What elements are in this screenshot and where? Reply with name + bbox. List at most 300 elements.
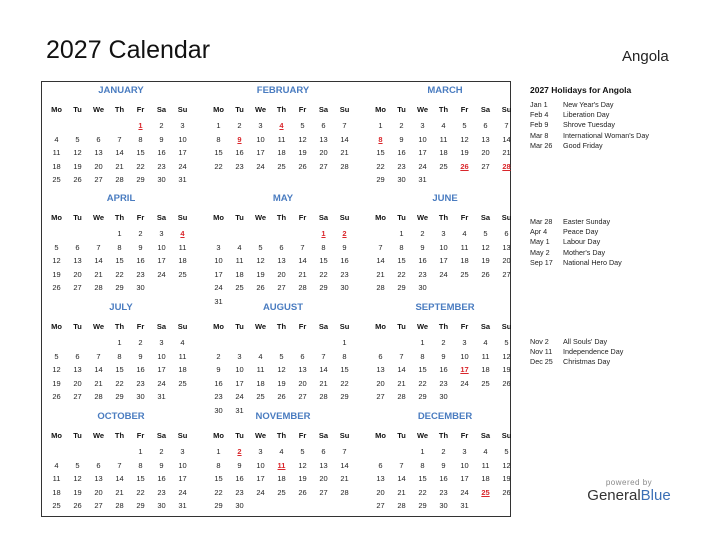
calendar-day: 3 [216, 242, 221, 252]
calendar-day: 5 [462, 121, 467, 130]
calendar-day: 22 [418, 378, 427, 388]
calendar-day: 3 [159, 338, 164, 347]
calendar-day: 19 [52, 378, 61, 388]
weekday-header: We [254, 322, 267, 331]
calendar-day: 15 [136, 474, 145, 483]
weekday-header: Su [177, 322, 188, 331]
holiday-name: Easter Sunday [563, 217, 611, 226]
calendar-day: 10 [256, 460, 265, 470]
calendar-day: 6 [378, 460, 383, 470]
calendar-day: 24 [439, 269, 448, 279]
calendar-day: 1 [342, 338, 347, 347]
calendar-day: 20 [319, 148, 328, 157]
calendar-day: 29 [319, 283, 328, 292]
calendar-day: 13 [481, 134, 490, 144]
weekday-header: Su [177, 431, 188, 440]
calendar-day: 27 [319, 487, 328, 497]
weekday-header: Fr [298, 213, 307, 222]
calendar-day: 11 [52, 148, 61, 157]
calendar-day: 25 [178, 378, 187, 388]
calendar-day: 10 [178, 460, 187, 470]
holiday-name: International Woman's Day [563, 130, 649, 140]
calendar-day: 8 [399, 242, 404, 252]
calendar-day: 25 [481, 378, 490, 388]
weekday-header: Su [501, 322, 512, 331]
weekday-header: Mo [375, 213, 386, 222]
weekday-header: Sa [156, 322, 167, 331]
weekday-header: Tu [235, 213, 244, 222]
calendar-day: 4 [279, 447, 284, 456]
holiday-day: 11 [277, 460, 286, 470]
calendar-day: 18 [439, 148, 448, 157]
calendar-day: 2 [441, 447, 446, 456]
calendar-day: 6 [300, 351, 305, 361]
calendar-day: 2 [159, 447, 164, 456]
calendar-day: 30 [157, 501, 166, 510]
weekday-header: Th [438, 213, 449, 222]
calendar-day: 6 [321, 121, 326, 130]
holiday-name: Labour Day [563, 237, 601, 247]
calendar-day: 25 [277, 161, 286, 171]
calendar-day: 21 [115, 487, 124, 497]
holiday-date: Sep 17 [530, 257, 553, 267]
holiday-name: Mother's Day [563, 247, 606, 257]
calendar-day: 14 [397, 365, 406, 374]
calendar-day: 13 [319, 134, 328, 144]
weekday-header: We [254, 105, 267, 114]
weekday-header: Fr [460, 105, 469, 114]
calendar-day: 15 [376, 148, 385, 157]
calendar-day: 1 [399, 229, 404, 238]
calendar-day: 18 [235, 269, 244, 279]
brand-name [584, 487, 674, 504]
weekday-header: Sa [480, 105, 491, 114]
holiday-day: 26 [460, 161, 469, 171]
holiday-day: 1 [321, 229, 326, 238]
holiday-date: Mar 8 [530, 130, 549, 140]
weekday-header: We [92, 431, 105, 440]
weekday-header: We [92, 213, 105, 222]
calendar-day: 3 [258, 121, 263, 130]
calendar-day: 7 [96, 242, 101, 252]
calendar-day: 19 [481, 256, 490, 265]
calendar-day: 23 [439, 487, 448, 497]
holiday-day: 28 [502, 161, 511, 171]
calendar-day: 1 [378, 121, 383, 130]
calendar-day: 7 [321, 351, 326, 361]
calendar-day: 8 [342, 351, 347, 361]
calendar-day: 6 [378, 351, 383, 361]
brand-logo [584, 478, 674, 504]
calendar-day: 29 [418, 392, 427, 401]
holiday-date: Mar 28 [530, 217, 553, 226]
calendar-day: 10 [460, 460, 469, 470]
calendar-day: 12 [52, 256, 61, 265]
weekday-header: Th [114, 431, 125, 440]
holiday-day: 9 [237, 134, 242, 144]
calendar-day: 8 [216, 134, 221, 144]
calendar-day: 24 [178, 161, 187, 171]
calendar-day: 7 [117, 134, 122, 144]
calendar-day: 14 [94, 256, 103, 265]
calendar-day: 11 [460, 242, 469, 252]
calendar-day: 22 [214, 161, 223, 171]
calendar-day: 27 [481, 161, 490, 171]
calendar-day: 21 [115, 161, 124, 171]
weekday-header: Th [114, 322, 125, 331]
calendar-day: 7 [117, 460, 122, 470]
calendar-day: 14 [340, 134, 349, 144]
calendar-day: 15 [418, 365, 427, 374]
weekday-header: Tu [73, 213, 82, 222]
calendar-day: 19 [502, 474, 511, 483]
weekday-header: Fr [136, 213, 145, 222]
calendar-day: 10 [460, 351, 469, 361]
calendar-day: 6 [504, 229, 509, 238]
calendar-day: 16 [397, 148, 406, 157]
calendar-day: 27 [94, 501, 103, 510]
calendar-day: 19 [52, 269, 61, 279]
weekday-header: Tu [73, 322, 82, 331]
calendar-day: 21 [319, 378, 328, 388]
calendar-day: 15 [214, 474, 223, 483]
calendar-day: 16 [340, 256, 349, 265]
calendar-day: 21 [502, 148, 511, 157]
calendar-day: 26 [73, 501, 82, 510]
calendar-day: 14 [94, 365, 103, 374]
calendar-day: 10 [256, 134, 265, 144]
calendar-day: 23 [418, 269, 427, 279]
calendar-day: 10 [214, 256, 223, 265]
calendar-day: 31 [460, 501, 469, 510]
weekday-header: Fr [460, 322, 469, 331]
calendar-day: 22 [319, 269, 328, 279]
calendar-day: 1 [420, 447, 425, 456]
weekday-header: Tu [397, 431, 406, 440]
calendar-day: 12 [460, 134, 469, 144]
calendar-day: 29 [418, 501, 427, 510]
calendar-day: 11 [235, 256, 244, 265]
calendar-day: 22 [115, 269, 124, 279]
calendar-day: 2 [138, 229, 143, 238]
month-name: JULY [109, 302, 133, 313]
calendar-day: 4 [483, 338, 488, 347]
calendar-day: 20 [73, 378, 82, 388]
calendar-day: 11 [439, 134, 448, 144]
weekday-header: We [416, 322, 429, 331]
month-name: JANUARY [98, 85, 144, 96]
weekday-header: Mo [213, 322, 224, 331]
month-name: SEPTEMBER [415, 302, 475, 313]
calendar-day: 14 [376, 256, 385, 265]
calendar-day: 14 [397, 474, 406, 483]
weekday-header: Mo [51, 105, 62, 114]
country-name: Angola [622, 48, 669, 65]
calendar-day: 9 [441, 351, 446, 361]
weekday-header: Th [114, 105, 125, 114]
calendar-day: 9 [138, 351, 143, 361]
calendar-day: 9 [399, 134, 404, 144]
holiday-date: Jan 1 [530, 100, 548, 109]
calendar-day: 24 [178, 487, 187, 497]
calendar-day: 4 [237, 242, 242, 252]
weekday-header: Mo [51, 431, 62, 440]
weekday-header: Sa [156, 431, 167, 440]
holiday-day: 25 [481, 487, 490, 497]
calendar-day: 28 [397, 501, 406, 510]
calendar-day: 3 [441, 229, 446, 238]
calendar-day: 13 [376, 365, 385, 374]
calendar-day: 28 [115, 175, 124, 184]
month-name: MAY [272, 193, 294, 204]
weekday-header: Tu [397, 105, 406, 114]
calendar-day: 27 [502, 269, 511, 279]
calendar-day: 11 [481, 460, 490, 470]
calendar-day: 14 [340, 460, 349, 470]
holiday-name: All Souls' Day [563, 337, 608, 346]
holiday-day: 8 [378, 134, 383, 144]
calendar-day: 27 [319, 161, 328, 171]
calendar-grid [41, 81, 511, 517]
calendar-day: 9 [237, 460, 242, 470]
calendar-day: 29 [340, 392, 349, 401]
calendar-day: 28 [397, 392, 406, 401]
calendar-day: 27 [376, 501, 385, 510]
calendar-day: 17 [157, 365, 166, 374]
weekday-header: We [254, 431, 267, 440]
calendar-day: 29 [214, 501, 223, 510]
calendar-day: 10 [235, 365, 244, 374]
holiday-list [530, 85, 700, 367]
calendar-day: 27 [298, 392, 307, 401]
calendar-day: 26 [502, 378, 511, 388]
calendar-day: 2 [441, 338, 446, 347]
weekday-header: Fr [460, 213, 469, 222]
calendar-day: 4 [180, 338, 185, 347]
calendar-day: 31 [235, 405, 244, 415]
calendar-day: 29 [397, 283, 406, 292]
weekday-header: Mo [375, 322, 386, 331]
calendar-day: 31 [178, 501, 187, 510]
calendar-day: 6 [96, 460, 101, 470]
weekday-header: Mo [375, 105, 386, 114]
calendar-day: 21 [94, 269, 103, 279]
calendar-day: 27 [73, 392, 82, 401]
holiday-name: Independence Day [563, 347, 624, 357]
calendar-day: 21 [298, 269, 307, 279]
calendar-day: 22 [376, 161, 385, 171]
calendar-day: 23 [157, 161, 166, 171]
weekday-header: Fr [136, 105, 145, 114]
calendar-day: 21 [397, 378, 406, 388]
weekday-header: Sa [156, 105, 167, 114]
calendar-day: 30 [157, 175, 166, 184]
calendar-day: 5 [54, 351, 59, 361]
holiday-name: Christmas Day [563, 357, 611, 367]
calendar-day: 6 [75, 242, 80, 252]
calendar-day: 3 [180, 121, 185, 130]
calendar-day: 18 [178, 256, 187, 265]
calendar-day: 4 [483, 447, 488, 456]
calendar-day: 31 [214, 296, 223, 306]
calendar-day: 25 [439, 161, 448, 171]
weekday-header: Sa [318, 213, 329, 222]
calendar-day: 30 [136, 283, 145, 292]
weekday-header: Tu [73, 431, 82, 440]
calendar-day: 26 [277, 392, 286, 401]
calendar-day: 28 [340, 161, 349, 171]
calendar-day: 16 [235, 474, 244, 483]
calendar-day: 14 [502, 134, 511, 144]
calendar-day: 23 [214, 392, 223, 401]
weekday-header: Sa [480, 431, 491, 440]
calendar-day: 26 [502, 487, 511, 497]
holiday-date: May 2 [530, 247, 550, 257]
weekday-header: Tu [235, 431, 244, 440]
calendar-day: 12 [298, 460, 307, 470]
calendar-day: 26 [298, 487, 307, 497]
calendar-day: 13 [502, 242, 511, 252]
calendar-day: 17 [439, 256, 448, 265]
calendar-day: 10 [157, 242, 166, 252]
calendar-day: 22 [340, 378, 349, 388]
holiday-day: 1 [138, 121, 143, 130]
calendar-day: 26 [52, 283, 61, 292]
weekday-header: We [92, 322, 105, 331]
calendar-day: 30 [439, 501, 448, 510]
calendar-day: 18 [256, 378, 265, 388]
calendar-day: 17 [418, 148, 427, 157]
calendar-day: 8 [216, 460, 221, 470]
calendar-day: 2 [399, 121, 404, 130]
calendar-day: 17 [178, 474, 187, 483]
calendar-day: 3 [237, 351, 242, 361]
weekday-header: Mo [51, 213, 62, 222]
calendar-day: 2 [159, 121, 164, 130]
calendar-day: 4 [441, 121, 446, 130]
weekday-header: Th [114, 213, 125, 222]
calendar-day: 13 [73, 365, 82, 374]
calendar-day: 20 [298, 378, 307, 388]
calendar-day: 28 [319, 392, 328, 401]
calendar-day: 12 [52, 365, 61, 374]
calendar-day: 7 [399, 351, 404, 361]
calendar-day: 7 [342, 447, 347, 456]
weekday-header: Tu [73, 105, 82, 114]
calendar-day: 5 [504, 447, 509, 456]
calendar-day: 22 [136, 487, 145, 497]
calendar-day: 24 [214, 283, 223, 292]
calendar-day: 21 [340, 148, 349, 157]
calendar-day: 24 [460, 378, 469, 388]
calendar-day: 9 [216, 365, 221, 374]
calendar-day: 29 [136, 175, 145, 184]
calendar-day: 11 [52, 474, 61, 483]
calendar-day: 18 [178, 365, 187, 374]
calendar-day: 30 [136, 392, 145, 401]
calendar-day: 16 [235, 148, 244, 157]
calendar-day: 28 [298, 283, 307, 292]
holiday-date: Feb 4 [530, 110, 549, 120]
calendar-day: 2 [237, 121, 242, 130]
calendar-day: 7 [342, 121, 347, 130]
calendar-day: 6 [96, 134, 101, 144]
calendar-day: 30 [397, 175, 406, 184]
calendar-day: 9 [159, 134, 164, 144]
weekday-header: Fr [136, 431, 145, 440]
weekday-header: Mo [375, 431, 386, 440]
calendar-day: 9 [441, 460, 446, 470]
calendar-day: 20 [94, 487, 103, 497]
calendar-day: 28 [115, 501, 124, 510]
calendar-day: 24 [418, 161, 427, 171]
calendar-day: 18 [481, 365, 490, 374]
calendar-day: 28 [376, 283, 385, 292]
calendar-day: 25 [277, 487, 286, 497]
calendar-day: 16 [157, 474, 166, 483]
weekday-header: Sa [480, 322, 491, 331]
calendar-day: 28 [94, 392, 103, 401]
calendar-day: 29 [136, 501, 145, 510]
calendar-day: 12 [481, 242, 490, 252]
weekday-header: Sa [480, 213, 491, 222]
calendar-day: 12 [256, 256, 265, 265]
weekday-header: Su [501, 431, 512, 440]
holiday-day: 4 [279, 121, 284, 130]
calendar-day: 25 [460, 269, 469, 279]
calendar-day: 29 [115, 283, 124, 292]
calendar-day: 21 [376, 269, 385, 279]
calendar-day: 24 [256, 487, 265, 497]
brand-name-blue: Blue [640, 487, 671, 504]
calendar-day: 17 [235, 378, 244, 388]
calendar-day: 14 [298, 256, 307, 265]
calendar-day: 5 [54, 242, 59, 252]
calendar-day: 13 [376, 474, 385, 483]
calendar-day: 23 [397, 161, 406, 171]
calendar-day: 8 [117, 242, 122, 252]
calendar-day: 30 [340, 283, 349, 292]
calendar-day: 20 [376, 487, 385, 497]
calendar-day: 25 [52, 501, 61, 510]
calendar-day: 20 [73, 269, 82, 279]
calendar-day: 18 [277, 474, 286, 483]
calendar-day: 8 [420, 351, 425, 361]
calendar-day: 5 [300, 447, 305, 456]
calendar-day: 9 [159, 460, 164, 470]
calendar-day: 24 [157, 269, 166, 279]
calendar-day: 29 [376, 175, 385, 184]
calendar-day: 5 [75, 460, 80, 470]
holiday-list-title: 2027 Holidays for Angola [530, 85, 632, 95]
holiday-date: Feb 9 [530, 120, 549, 130]
calendar-day: 3 [159, 229, 164, 238]
weekday-header: We [254, 213, 267, 222]
calendar-day: 23 [235, 161, 244, 171]
brand-name-general: General [587, 487, 641, 504]
calendar-day: 9 [342, 242, 347, 252]
calendar-day: 6 [279, 242, 284, 252]
weekday-header: Fr [460, 431, 469, 440]
calendar-day: 26 [73, 175, 82, 184]
calendar-day: 18 [52, 487, 61, 497]
calendar-day: 26 [481, 269, 490, 279]
calendar-day: 21 [340, 474, 349, 483]
calendar-day: 3 [462, 447, 467, 456]
weekday-header: Su [501, 105, 512, 114]
calendar-day: 16 [157, 148, 166, 157]
calendar-day: 31 [178, 175, 187, 184]
